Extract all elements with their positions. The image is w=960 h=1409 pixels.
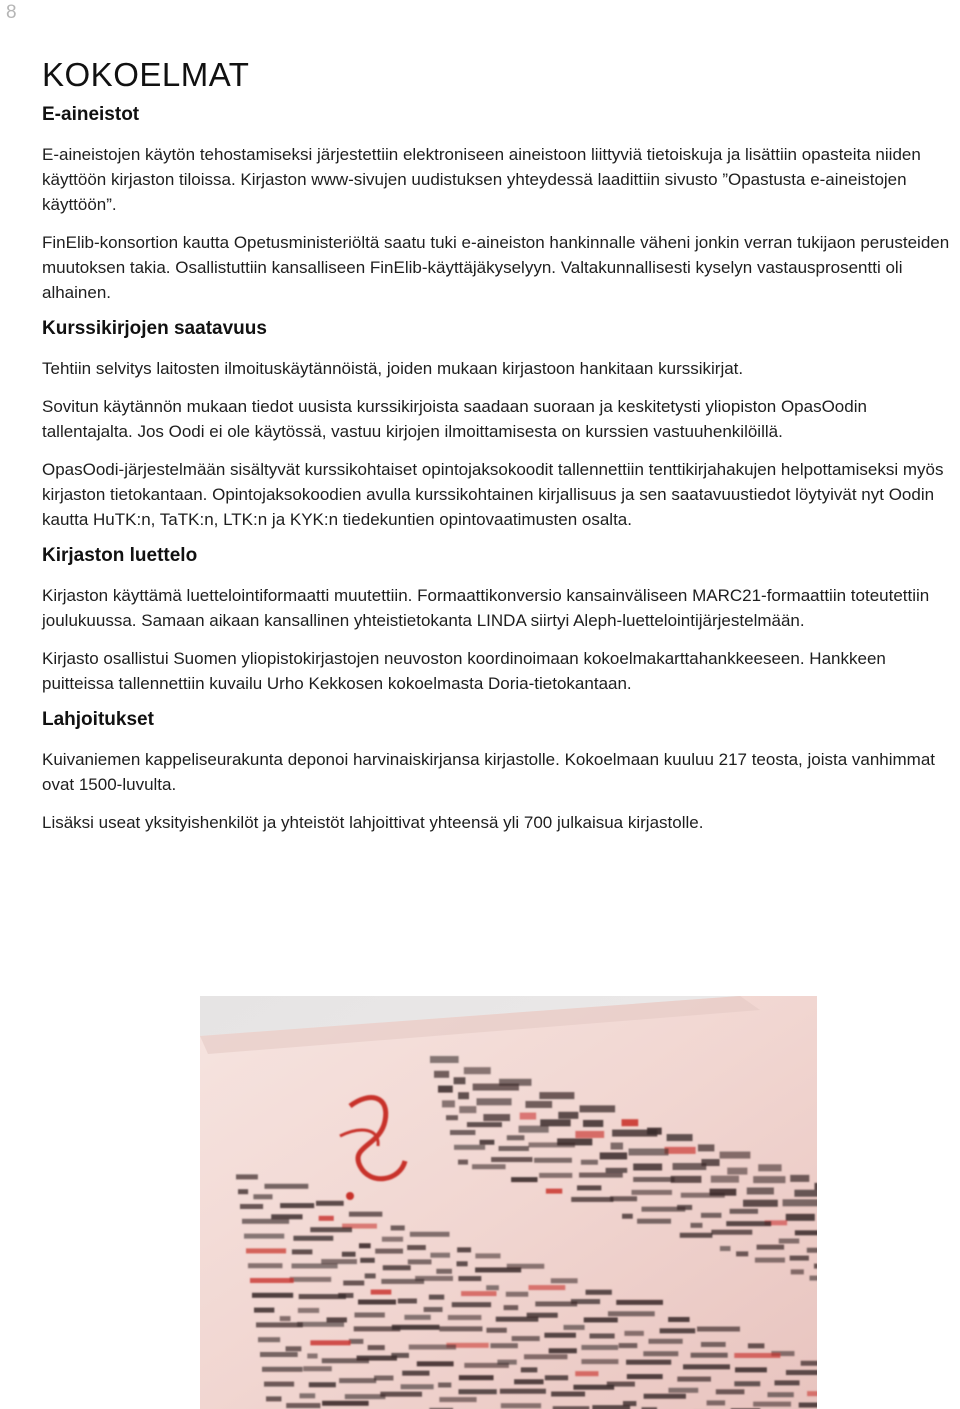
text-stroke bbox=[236, 1174, 258, 1179]
text-stroke bbox=[438, 1086, 453, 1093]
text-stroke bbox=[358, 1300, 396, 1305]
text-stroke bbox=[512, 1336, 540, 1341]
text-stroke bbox=[499, 1146, 529, 1151]
paragraph: Sovitun käytännön mukaan tiedot uusista kurssikirjoista saadaan suoraan ja keskitetysti yliopiston OpasOodin tallentajalta. Jos Oodi ei ole käytössä, vastuu kirjojen ilmoittamisesta on kurssien vastuuhenkilöillä. bbox=[42, 397, 867, 441]
text-stroke bbox=[343, 1280, 364, 1285]
text-stroke bbox=[535, 1301, 577, 1306]
text-stroke bbox=[581, 1345, 618, 1350]
text-stroke bbox=[545, 1375, 568, 1380]
text-stroke bbox=[801, 1361, 817, 1366]
text-stroke bbox=[491, 1157, 532, 1162]
text-stroke bbox=[475, 1253, 500, 1258]
text-stroke bbox=[280, 1316, 291, 1321]
section-heading: Lahjoitukset bbox=[42, 709, 154, 730]
text-stroke bbox=[681, 1193, 725, 1198]
text-stroke bbox=[286, 1403, 320, 1408]
text-stroke bbox=[475, 1267, 521, 1272]
text-stroke bbox=[612, 1130, 657, 1137]
text-stroke bbox=[611, 1143, 623, 1150]
text-stroke bbox=[459, 1106, 476, 1113]
text-stroke bbox=[430, 1056, 459, 1063]
text-stroke bbox=[298, 1308, 319, 1313]
text-stroke bbox=[310, 1227, 352, 1232]
text-stroke bbox=[454, 1077, 466, 1084]
text-stroke bbox=[321, 1259, 357, 1264]
text-stroke bbox=[668, 1317, 689, 1322]
text-stroke bbox=[697, 1327, 740, 1332]
text-stroke bbox=[677, 1377, 711, 1382]
main-content bbox=[42, 56, 958, 848]
text-stroke bbox=[631, 1190, 671, 1195]
text-stroke bbox=[779, 1238, 800, 1243]
text-stroke bbox=[297, 1322, 344, 1327]
text-stroke bbox=[254, 1308, 274, 1313]
text-stroke bbox=[747, 1187, 774, 1194]
text-stroke bbox=[786, 1214, 815, 1221]
text-stroke bbox=[382, 1237, 403, 1242]
text-stroke bbox=[558, 1112, 578, 1119]
text-stroke bbox=[248, 1263, 282, 1268]
text-stroke bbox=[551, 1392, 585, 1397]
text-stroke bbox=[665, 1147, 696, 1154]
text-stroke bbox=[690, 1223, 702, 1228]
text-stroke bbox=[755, 1258, 785, 1263]
text-stroke bbox=[271, 1214, 302, 1219]
text-stroke bbox=[293, 1236, 333, 1241]
section-lahjoitukset bbox=[42, 709, 958, 835]
text-stroke bbox=[575, 1131, 604, 1138]
text-stroke bbox=[264, 1184, 308, 1189]
text-stroke bbox=[524, 1354, 567, 1359]
text-stroke bbox=[473, 1084, 519, 1091]
text-stroke bbox=[757, 1245, 785, 1250]
text-stroke bbox=[260, 1352, 298, 1357]
text-stroke bbox=[529, 1142, 575, 1147]
text-stroke bbox=[381, 1279, 424, 1284]
text-stroke bbox=[307, 1353, 317, 1358]
section-e-aineistot bbox=[42, 104, 958, 305]
paragraph: Kirjasto osallistui Suomen yliopistokirjastojen neuvoston koordinoimaan kokoelmakarttahankkeeseen. Hankkeen puitteissa tallennettiin kuvailu Urho Kekkosen kokoelmasta Doria-tietokantaan. bbox=[42, 649, 886, 693]
text-stroke bbox=[544, 1333, 576, 1338]
paragraph: E-aineistojen käytön tehostamiseksi järjestettiin elektroniseen aineistoon liittyviä tietoiskuja ja lisättiin opasteita niiden käyttöön kirjaston tiloissa. Kirjaston www-sivujen uudistuksen yhteydessä laadittiin sivusto ”Opastusta e-aineistojen käyttöön”. bbox=[42, 145, 921, 214]
text-stroke bbox=[549, 1348, 577, 1353]
text-stroke bbox=[429, 1295, 444, 1300]
text-stroke bbox=[501, 1403, 541, 1408]
text-stroke bbox=[436, 1269, 452, 1274]
section-kurssikirjojen-saatavuus bbox=[42, 318, 958, 532]
text-stroke bbox=[450, 1130, 475, 1135]
text-stroke bbox=[398, 1298, 417, 1303]
text-stroke bbox=[809, 1276, 817, 1281]
text-stroke bbox=[546, 1189, 562, 1194]
text-stroke bbox=[528, 1285, 565, 1290]
text-stroke bbox=[280, 1203, 314, 1208]
text-stroke bbox=[807, 1248, 817, 1253]
text-stroke bbox=[360, 1258, 375, 1263]
text-stroke bbox=[711, 1230, 752, 1235]
text-stroke bbox=[371, 1290, 392, 1295]
text-stroke bbox=[507, 1135, 525, 1140]
text-stroke bbox=[258, 1337, 280, 1342]
text-stroke bbox=[622, 1214, 633, 1219]
text-stroke bbox=[467, 1122, 502, 1127]
text-stroke bbox=[402, 1371, 429, 1376]
text-stroke bbox=[608, 1311, 655, 1316]
text-stroke bbox=[590, 1333, 615, 1338]
text-stroke bbox=[486, 1328, 506, 1333]
text-stroke bbox=[711, 1176, 739, 1183]
text-stroke bbox=[238, 1189, 248, 1194]
text-stroke bbox=[458, 1160, 468, 1165]
text-stroke bbox=[383, 1265, 411, 1270]
text-stroke bbox=[458, 1276, 481, 1281]
text-stroke bbox=[457, 1261, 468, 1266]
text-stroke bbox=[483, 1114, 510, 1121]
text-stroke bbox=[452, 1302, 491, 1307]
text-stroke bbox=[691, 1353, 728, 1358]
text-stroke bbox=[309, 1382, 336, 1387]
text-stroke bbox=[573, 1385, 614, 1390]
text-stroke bbox=[667, 1134, 693, 1141]
text-stroke bbox=[300, 1393, 316, 1398]
text-stroke bbox=[438, 1382, 451, 1387]
text-stroke bbox=[716, 1389, 745, 1394]
paragraph: Kuivaniemen kappeliseurakunta deponoi harvinaiskirjansa kirjastolle. Kokoelmaan kuuluu 217 teosta, joista vanhimmat ovat 1500-luvulta. bbox=[42, 750, 936, 794]
text-stroke bbox=[511, 1177, 537, 1182]
text-stroke bbox=[368, 1345, 385, 1350]
text-stroke bbox=[743, 1200, 778, 1207]
text-stroke bbox=[250, 1278, 294, 1283]
text-stroke bbox=[496, 1317, 539, 1322]
paragraph: FinElib-konsortion kautta Opetusministeriöltä saatu tuki e-aineiston hankinnalle väheni jonkin verran tukijaon perusteiden muutoksen takia. Osallistuttiin kansalliseen FinElib-käyttäjäkyselyyn. Valtakunnallisesti kyselyn vastausprosentti oli alhainen. bbox=[42, 233, 950, 302]
page-title: KOKOELMAT bbox=[42, 56, 250, 93]
text-stroke bbox=[292, 1263, 338, 1268]
text-stroke bbox=[380, 1392, 422, 1397]
text-stroke bbox=[434, 1071, 449, 1078]
text-stroke bbox=[767, 1392, 793, 1397]
text-stroke bbox=[790, 1175, 809, 1182]
text-stroke bbox=[736, 1251, 748, 1256]
text-stroke bbox=[795, 1230, 817, 1235]
text-stroke bbox=[424, 1307, 443, 1312]
text-stroke bbox=[246, 1248, 286, 1253]
text-stroke bbox=[539, 1173, 572, 1178]
paragraph: Kirjaston käyttämä luettelointiformaatti muutettiin. Formaattikonversio kansainväliseen MARC21-formaattiin toteutettiin joulukuussa. Samaan aikaan kansallinen yhteistietokanta LINDA siirtyi Aleph-luettelointijärjestelmään. bbox=[42, 586, 930, 630]
text-stroke bbox=[683, 1364, 730, 1369]
text-stroke bbox=[616, 1300, 663, 1305]
text-stroke bbox=[720, 1152, 751, 1159]
text-stroke bbox=[262, 1367, 303, 1372]
text-stroke bbox=[648, 1339, 682, 1344]
text-stroke bbox=[252, 1293, 293, 1298]
text-stroke bbox=[786, 1370, 817, 1375]
text-stroke bbox=[266, 1396, 281, 1401]
text-stroke bbox=[339, 1378, 376, 1383]
text-stroke bbox=[563, 1325, 584, 1330]
text-stroke bbox=[592, 1405, 630, 1409]
text-stroke bbox=[299, 1294, 346, 1299]
text-stroke bbox=[637, 1219, 671, 1224]
text-stroke bbox=[626, 1360, 671, 1365]
text-stroke bbox=[407, 1245, 426, 1250]
section-heading: Kirjaston luettelo bbox=[42, 545, 198, 566]
text-stroke bbox=[551, 1278, 578, 1283]
text-stroke bbox=[579, 1173, 623, 1178]
text-stroke bbox=[316, 1201, 344, 1206]
text-stroke bbox=[575, 1371, 598, 1376]
text-stroke bbox=[583, 1120, 603, 1127]
text-stroke bbox=[253, 1194, 272, 1199]
text-stroke bbox=[734, 1353, 780, 1358]
text-stroke bbox=[580, 1105, 616, 1112]
text-stroke bbox=[264, 1382, 294, 1387]
text-stroke bbox=[525, 1101, 552, 1108]
text-stroke bbox=[606, 1168, 628, 1173]
text-stroke bbox=[521, 1367, 537, 1372]
text-stroke bbox=[643, 1351, 678, 1356]
text-stroke bbox=[286, 1346, 302, 1351]
text-stroke bbox=[458, 1389, 496, 1394]
text-stroke bbox=[354, 1312, 384, 1317]
text-stroke bbox=[408, 1259, 432, 1264]
text-stroke bbox=[458, 1092, 469, 1099]
text-stroke bbox=[244, 1234, 284, 1239]
text-stroke bbox=[476, 1098, 511, 1105]
text-stroke bbox=[774, 1380, 799, 1385]
text-stroke bbox=[457, 1247, 471, 1252]
text-stroke bbox=[349, 1339, 364, 1344]
text-stroke bbox=[520, 1113, 536, 1120]
text-stroke bbox=[514, 1379, 543, 1384]
text-stroke bbox=[629, 1148, 669, 1155]
text-stroke bbox=[459, 1375, 494, 1380]
text-stroke bbox=[464, 1067, 491, 1074]
text-stroke bbox=[680, 1233, 713, 1238]
text-stroke bbox=[322, 1401, 369, 1406]
book-page-image bbox=[200, 996, 817, 1409]
text-stroke bbox=[480, 1140, 495, 1145]
text-stroke bbox=[753, 1402, 791, 1407]
text-stroke bbox=[814, 1264, 817, 1269]
text-stroke bbox=[359, 1243, 371, 1248]
text-stroke bbox=[644, 1394, 686, 1399]
text-stroke bbox=[673, 1163, 707, 1170]
text-stroke bbox=[627, 1374, 663, 1379]
text-stroke bbox=[446, 1115, 458, 1120]
old-book-photo bbox=[200, 996, 817, 1409]
text-stroke bbox=[365, 1273, 376, 1278]
text-stroke bbox=[500, 1389, 546, 1394]
text-stroke bbox=[581, 1160, 598, 1165]
text-stroke bbox=[242, 1219, 289, 1224]
text-stroke bbox=[442, 1100, 455, 1107]
text-stroke bbox=[727, 1168, 747, 1175]
text-stroke bbox=[577, 1185, 601, 1190]
text-stroke bbox=[319, 1216, 334, 1221]
text-stroke bbox=[730, 1209, 758, 1214]
text-stroke bbox=[734, 1381, 760, 1386]
text-stroke bbox=[461, 1291, 496, 1296]
text-stroke bbox=[354, 1326, 401, 1331]
text-stroke bbox=[439, 1326, 482, 1331]
text-stroke bbox=[391, 1225, 405, 1230]
text-stroke bbox=[539, 1092, 574, 1099]
text-stroke bbox=[624, 1331, 643, 1336]
text-stroke bbox=[758, 1164, 781, 1171]
text-stroke bbox=[807, 1391, 817, 1396]
text-stroke bbox=[748, 1343, 764, 1348]
text-stroke bbox=[430, 1253, 450, 1258]
text-stroke bbox=[701, 1213, 721, 1218]
text-stroke bbox=[290, 1277, 332, 1282]
text-stroke bbox=[790, 1256, 809, 1261]
text-stroke bbox=[794, 1190, 817, 1197]
text-stroke bbox=[799, 1403, 817, 1408]
text-stroke bbox=[701, 1342, 726, 1347]
text-stroke bbox=[726, 1221, 771, 1226]
text-stroke bbox=[610, 1196, 637, 1201]
text-stroke bbox=[642, 1207, 686, 1212]
text-stroke bbox=[303, 1366, 332, 1371]
text-stroke bbox=[472, 1164, 506, 1169]
text-stroke bbox=[375, 1249, 403, 1254]
text-stroke bbox=[490, 1343, 517, 1348]
text-stroke bbox=[622, 1119, 639, 1126]
paragraph: Tehtiin selvitys laitosten ilmoituskäytännöistä, joiden mukaan kirjastoon hankitaan kurssikirjat. bbox=[42, 359, 744, 378]
text-stroke bbox=[519, 1126, 549, 1133]
text-stroke bbox=[698, 1144, 714, 1151]
text-stroke bbox=[439, 1397, 476, 1402]
text-stroke bbox=[753, 1176, 785, 1183]
text-stroke bbox=[322, 1358, 369, 1363]
text-stroke bbox=[454, 1145, 485, 1150]
section-heading: Kurssikirjojen saatavuus bbox=[42, 318, 267, 339]
text-stroke bbox=[584, 1317, 618, 1322]
text-stroke bbox=[342, 1252, 356, 1257]
text-stroke bbox=[633, 1177, 675, 1182]
paragraph: Lisäksi useat yksityishenkilöt ja yhteistöt lahjoittivat yhteensä yli 700 julkaisua kirjastolle. bbox=[42, 813, 704, 832]
text-stroke bbox=[310, 1340, 350, 1345]
text-stroke bbox=[504, 1305, 519, 1310]
section-kirjaston-luettelo bbox=[42, 545, 958, 696]
text-stroke bbox=[292, 1249, 312, 1254]
text-stroke bbox=[540, 1119, 570, 1126]
text-stroke bbox=[581, 1359, 618, 1364]
page-number: 8 bbox=[6, 2, 17, 23]
text-stroke bbox=[660, 1328, 696, 1333]
text-stroke bbox=[409, 1345, 456, 1350]
text-stroke bbox=[417, 1361, 454, 1366]
text-stroke bbox=[586, 1290, 612, 1295]
text-stroke bbox=[671, 1176, 702, 1183]
text-stroke bbox=[668, 1388, 698, 1393]
section-heading: E-aineistot bbox=[42, 104, 140, 125]
text-stroke bbox=[410, 1232, 450, 1237]
text-stroke bbox=[401, 1384, 434, 1389]
text-stroke bbox=[633, 1163, 662, 1170]
text-stroke bbox=[619, 1343, 638, 1348]
text-stroke bbox=[534, 1158, 572, 1163]
text-stroke bbox=[600, 1152, 627, 1159]
paragraph: OpasOodi-järjestelmään sisältyvät kurssikohtaiset opintojaksokoodit tallennettiin tenttikirjahakujen helpottamiseksi myös kirjaston tietokantaan. Opintojaksokoodien avulla kurssikohtainen kirjallisuus ja sen saatavuustiedot löytyivät nyt Oodin kautta HuTK:n, TaTK:n, LTK:n ja KYK:n tiedekuntien opintovaatimusten osalta. bbox=[42, 460, 944, 529]
text-stroke bbox=[571, 1197, 613, 1202]
text-stroke bbox=[404, 1315, 430, 1320]
text-stroke bbox=[783, 1199, 817, 1206]
text-stroke bbox=[448, 1315, 482, 1320]
text-stroke bbox=[735, 1367, 767, 1372]
text-stroke bbox=[707, 1400, 725, 1405]
text-stroke bbox=[327, 1317, 347, 1322]
text-stroke bbox=[720, 1246, 731, 1251]
text-stroke bbox=[349, 1212, 382, 1217]
text-stroke bbox=[791, 1269, 804, 1274]
text-stroke bbox=[486, 1285, 499, 1290]
text-stroke bbox=[256, 1322, 303, 1327]
text-stroke bbox=[374, 1376, 393, 1381]
text-stroke bbox=[464, 1363, 509, 1368]
text-stroke bbox=[814, 1183, 817, 1190]
text-stroke bbox=[240, 1204, 263, 1209]
text-stroke bbox=[345, 1394, 386, 1399]
text-stroke bbox=[506, 1292, 528, 1297]
